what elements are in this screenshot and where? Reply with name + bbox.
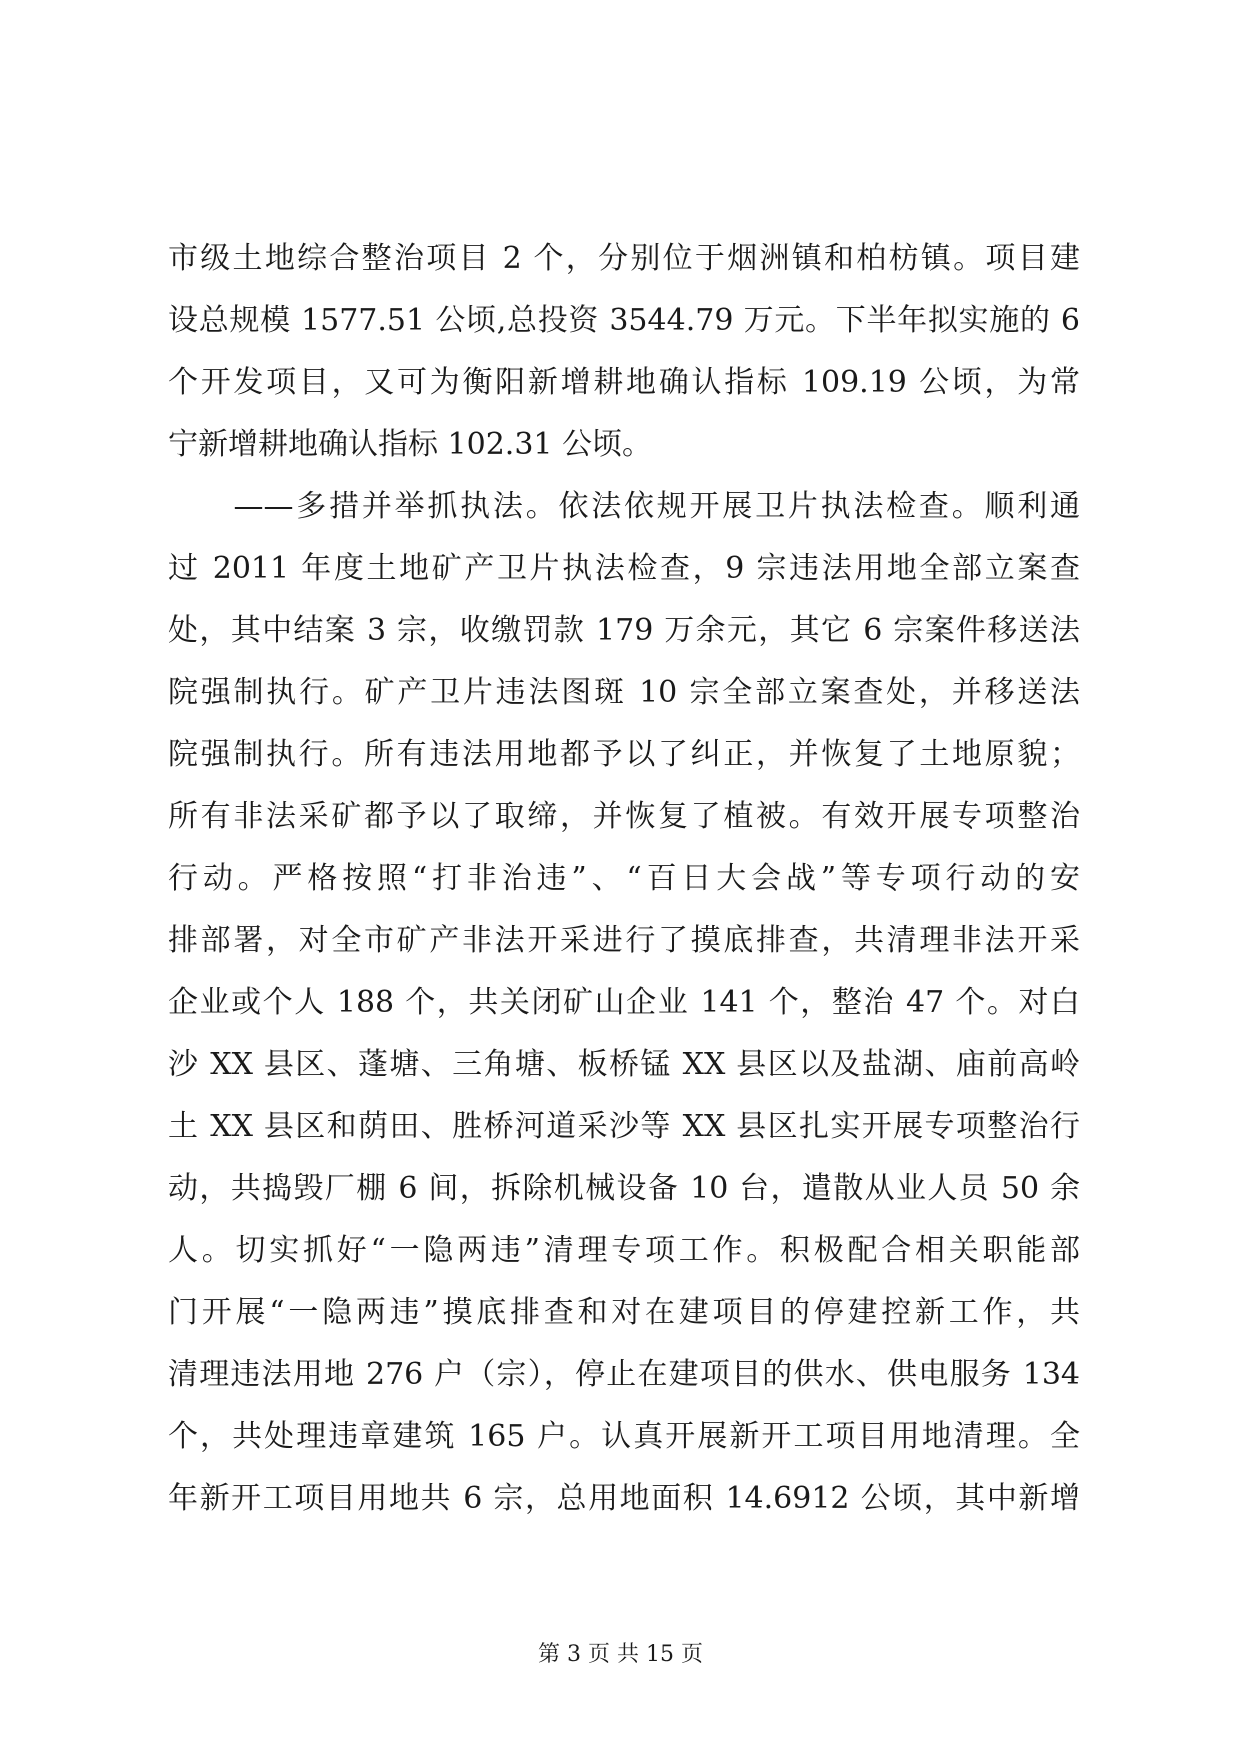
text-line: 个开发项目，又可为衡阳新增耕地确认指标 109.19 公顷，为常 bbox=[168, 365, 1080, 400]
text-line: 沙 XX 县区、蓬塘、三角塘、板桥锰 XX 县区以及盐湖、庙前高岭 bbox=[168, 1047, 1080, 1082]
text-line: 过 2011 年度土地矿产卫片执法检查，9 宗违法用地全部立案查 bbox=[168, 551, 1080, 586]
text-line: 企业或个人 188 个，共关闭矿山企业 141 个，整治 47 个。对白 bbox=[168, 985, 1080, 1020]
text-line: 市级土地综合整治项目 2 个，分别位于烟洲镇和柏枋镇。项目建 bbox=[168, 241, 1080, 276]
page-number-footer: 第 3 页 共 15 页 bbox=[538, 1642, 703, 1667]
text-line: 排部署，对全市矿产非法开采进行了摸底排查，共清理非法开采 bbox=[168, 923, 1080, 958]
text-line: 清理违法用地 276 户（宗），停止在建项目的供水、供电服务 134 bbox=[168, 1357, 1080, 1392]
text-line: 人。切实抓好“一隐两违”清理专项工作。积极配合相关职能部 bbox=[168, 1233, 1080, 1268]
text-line: ——多措并举抓执法。依法依规开展卫片执法检查。顺利通 bbox=[168, 489, 1080, 524]
text-line: 个，共处理违章建筑 165 户。认真开展新开工项目用地清理。全 bbox=[168, 1419, 1080, 1454]
text-line: 年新开工项目用地共 6 宗，总用地面积 14.6912 公顷，其中新增 bbox=[168, 1481, 1080, 1516]
text-line: 院强制执行。所有违法用地都予以了纠正，并恢复了土地原貌； bbox=[168, 737, 1080, 772]
text-line: 行动。严格按照“打非治违”、“百日大会战”等专项行动的安 bbox=[168, 861, 1080, 896]
text-line: 所有非法采矿都予以了取缔，并恢复了植被。有效开展专项整治 bbox=[168, 799, 1080, 834]
body-text bbox=[168, 228, 1080, 1530]
text-line: 宁新增耕地确认指标 102.31 公顷。 bbox=[168, 427, 653, 462]
text-line: 土 XX 县区和荫田、胜桥河道采沙等 XX 县区扎实开展专项整治行 bbox=[168, 1109, 1080, 1144]
text-line: 设总规模 1577.51 公顷,总投资 3544.79 万元。下半年拟实施的 6 bbox=[168, 303, 1080, 338]
text-line: 动，共捣毁厂棚 6 间，拆除机械设备 10 台，遣散从业人员 50 余 bbox=[168, 1171, 1080, 1206]
text-line: 门开展“一隐两违”摸底排查和对在建项目的停建控新工作，共 bbox=[168, 1295, 1080, 1330]
text-line: 院强制执行。矿产卫片违法图斑 10 宗全部立案查处，并移送法 bbox=[168, 675, 1080, 710]
text-line: 处，其中结案 3 宗，收缴罚款 179 万余元，其它 6 宗案件移送法 bbox=[168, 613, 1080, 648]
